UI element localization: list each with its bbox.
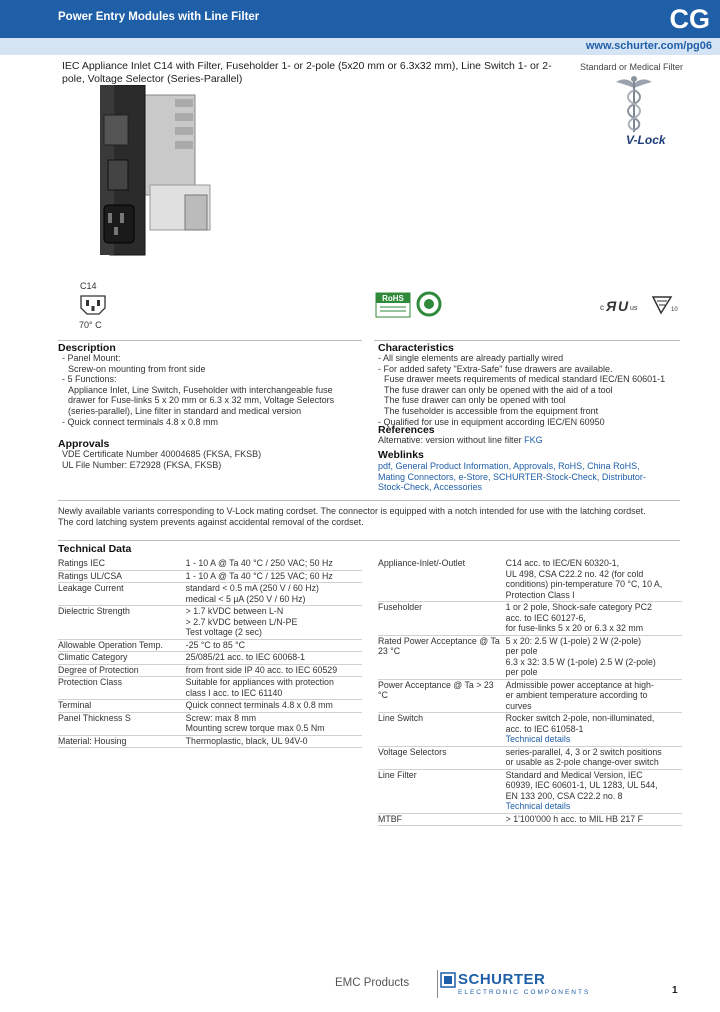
tech-value-line: > 2.7 kVDC between L/N-PE xyxy=(185,616,298,627)
tech-row xyxy=(378,558,682,602)
tech-key: Rated Power Acceptance @ Ta 23 °C xyxy=(378,635,506,679)
product-image xyxy=(90,85,220,265)
footer-section: EMC Products xyxy=(335,977,410,989)
notice-line: Newly available variants corresponding to V-Lock mating cordset. The connector is equipped with a notch intended for use with the latching cordset. xyxy=(58,506,646,516)
tech-value-line: 60939, IEC 60601-1, UL 1283, UL 544, xyxy=(505,780,658,790)
characteristic-line: - For added safety "Extra-Safe" fuse drawers are available. xyxy=(378,363,613,374)
tech-row xyxy=(58,735,362,748)
svg-text:RoHS: RoHS xyxy=(382,294,404,303)
tech-value-line: conditions) pin-temperature 70 °C, 10 A, xyxy=(505,579,663,589)
tech-row xyxy=(378,769,682,813)
tech-key: MTBF xyxy=(378,813,506,826)
tech-value xyxy=(506,635,682,679)
tech-value-line: from front side IP 40 acc. to IEC 60529 xyxy=(185,664,338,675)
tech-value-line: 1 - 10 A @ Ta 40 °C / 125 VAC; 60 Hz xyxy=(185,570,333,581)
characteristics-list xyxy=(378,353,682,427)
approval-line: VDE Certificate Number 40004685 (FKSA, FKSB) xyxy=(62,449,262,459)
brand-subtitle: ELECTRONIC COMPONENTS xyxy=(458,989,591,996)
tech-value-line: Rocker switch 2-pole, non-illuminated, xyxy=(505,713,655,723)
inlet-temp: 70° C xyxy=(79,320,102,330)
vlock-notice xyxy=(58,506,688,527)
technical-details-link[interactable]: Technical details xyxy=(505,734,571,744)
characteristics-heading: Characteristics xyxy=(378,342,454,354)
tech-key: Terminal xyxy=(58,700,186,713)
characteristic-line: The fuse drawer can only be opened with tool xyxy=(384,395,566,406)
description-line: drawer for Fuse-links 5 x 20 mm or 6.3 x 32 mm, Voltage Selectors xyxy=(68,395,335,406)
svg-text:Я: Я xyxy=(606,298,617,314)
tech-value-line: 6.3 x 32: 3.5 W (1-pole) 2.5 W (2-pole) xyxy=(505,656,656,667)
footer-divider xyxy=(437,970,438,998)
tech-key: Leakage Current xyxy=(58,583,186,606)
description-list xyxy=(62,353,362,427)
tech-value xyxy=(186,570,362,583)
tech-value xyxy=(186,652,362,665)
tech-row xyxy=(378,679,682,713)
notice-line: The cord latching system prevents against accidental removal of the cordset. xyxy=(58,516,364,527)
weblinks-heading: Weblinks xyxy=(378,449,424,461)
tech-value xyxy=(506,602,682,636)
caduceus-icon xyxy=(612,74,656,134)
tech-value-line: class I acc. to IEC 61140 xyxy=(185,687,283,698)
tech-row xyxy=(58,570,362,583)
references-heading: References xyxy=(378,424,435,436)
tech-value xyxy=(186,639,362,652)
tech-value-line: > 1.7 kVDC between L-N xyxy=(185,606,284,616)
tech-table-left xyxy=(58,558,362,748)
tech-value xyxy=(186,712,362,735)
technical-details-link[interactable]: Technical details xyxy=(505,801,571,811)
tech-row xyxy=(58,652,362,665)
references-text xyxy=(378,435,543,446)
description-line: Screw-on mounting from front side xyxy=(68,363,206,374)
tech-value-line: Admissible power acceptance at high- xyxy=(505,679,654,690)
references-label: Alternative: version without line filter xyxy=(378,435,525,445)
svg-text:U: U xyxy=(618,298,629,314)
tech-value xyxy=(506,558,682,602)
characteristic-line: Fuse drawer meets requirements of medical standard IEC/EN 60601-1 xyxy=(384,374,666,385)
tech-value xyxy=(186,606,362,640)
url-bar xyxy=(0,38,720,55)
tech-row xyxy=(58,583,362,606)
tech-value-line: Mounting screw torque max 0.5 Nm xyxy=(185,723,325,733)
product-code: CG xyxy=(669,4,710,34)
tech-value-line: Test voltage (2 sec) xyxy=(185,627,262,637)
tech-value-line: EN 133 200, CSA C22.2 no. 8 xyxy=(505,790,623,801)
tech-key: Ratings IEC xyxy=(58,558,186,570)
tech-value-line: Quick connect terminals 4.8 x 0.8 mm xyxy=(185,700,333,710)
tech-value xyxy=(506,713,682,747)
tech-value-line: Protection Class I xyxy=(505,589,575,600)
tech-value-line: series-parallel, 4, 3 or 2 switch positions xyxy=(505,746,662,757)
tech-value xyxy=(186,664,362,677)
vde-icon xyxy=(649,293,679,317)
fkg-link[interactable]: FKG xyxy=(524,435,543,445)
tech-value-line: 1 - 10 A @ Ta 40 °C / 250 VAC; 50 Hz xyxy=(185,558,333,568)
tech-key: Material: Housing xyxy=(58,735,186,748)
weblink-line[interactable]: pdf, General Product Information, Approvals, RoHS, China RoHS, xyxy=(378,461,640,471)
divider xyxy=(374,340,680,341)
tech-value-line: medical < 5 µA (250 V / 60 Hz) xyxy=(185,593,306,604)
tech-table-right xyxy=(378,558,682,826)
tech-key: Dielectric Strength xyxy=(58,606,186,640)
tech-key: Ratings UL/CSA xyxy=(58,570,186,583)
tech-row xyxy=(378,746,682,769)
tech-value-line: Thermoplastic, black, UL 94V-0 xyxy=(185,735,308,746)
tech-value-line: er ambient temperature according to xyxy=(505,690,648,700)
svg-text:10: 10 xyxy=(671,307,678,313)
tech-value-line: 1 or 2 pole, Shock-safe category PC2 xyxy=(505,602,652,612)
description-line: - 5 Functions: xyxy=(62,374,117,385)
divider xyxy=(58,340,362,341)
svg-text:c: c xyxy=(600,303,604,312)
characteristic-line: The fuseholder is accessible from the equipment front xyxy=(384,405,599,416)
tech-value-line: -25 °C to 85 °C xyxy=(185,639,246,650)
tech-value xyxy=(506,746,682,769)
tech-key: Line Switch xyxy=(378,713,506,747)
tech-value-line: 25/085/21 acc. to IEC 60068-1 xyxy=(185,652,306,662)
tech-row xyxy=(378,713,682,747)
inlet-label: C14 xyxy=(80,281,97,291)
description-line: - Quick connect terminals 4.8 x 0.8 mm xyxy=(62,416,219,427)
product-url-link[interactable]: www.schurter.com/pg06 xyxy=(585,40,712,52)
tech-value-line: per pole xyxy=(505,646,538,656)
tech-key: Fuseholder xyxy=(378,602,506,636)
tech-value-line: Screw: max 8 mm xyxy=(185,712,257,723)
tech-row xyxy=(58,677,362,700)
tech-key: Protection Class xyxy=(58,677,186,700)
iec-c14-inlet-icon xyxy=(79,294,107,316)
divider xyxy=(58,500,680,501)
tech-value-line: 5 x 20: 2.5 W (1-pole) 2 W (2-pole) xyxy=(505,635,642,646)
tech-value-line: C14 acc. to IEC/EN 60320-1, xyxy=(505,558,620,568)
tech-row xyxy=(58,639,362,652)
weblink-line[interactable]: Stock-Check, Accessories xyxy=(378,482,483,493)
ul-recognized-icon xyxy=(598,296,638,316)
tech-value-line: acc. to IEC 60127-6, xyxy=(505,612,586,623)
product-headline: IEC Appliance Inlet C14 with Filter, Fuseholder 1- or 2-pole (5x20 mm or 6.3x32 mm), Line Switch 1- or 2-pole, Voltage Selector (Series-Parallel) xyxy=(62,60,552,85)
tech-row xyxy=(58,664,362,677)
tech-heading: Technical Data xyxy=(58,543,132,555)
tech-value xyxy=(186,677,362,700)
rohs-icon xyxy=(375,292,411,318)
description-line: - Panel Mount: xyxy=(62,353,121,363)
characteristic-line: - All single elements are already partially wired xyxy=(378,353,564,363)
tech-key: Degree of Protection xyxy=(58,664,186,677)
weblink-line[interactable]: Mating Connectors, e-Store, SCHURTER-Stock-Check, Distributor- xyxy=(378,471,646,482)
approvals-list xyxy=(62,449,362,470)
description-heading: Description xyxy=(58,342,116,354)
weblinks-list xyxy=(378,461,682,493)
tech-value xyxy=(506,813,682,826)
approvals-heading: Approvals xyxy=(58,438,110,450)
tech-value xyxy=(506,679,682,713)
tech-key: Appliance-Inlet/-Outlet xyxy=(378,558,506,602)
description-line: (series-parallel), Line filter in standard and medical version xyxy=(68,405,302,416)
tech-value-line: for fuse-links 5 x 20 or 6.3 x 32 mm xyxy=(505,623,644,633)
tech-key: Line Filter xyxy=(378,769,506,813)
approval-line: UL File Number: E72928 (FKSA, FKSB) xyxy=(62,459,222,470)
page-number: 1 xyxy=(672,985,678,996)
tech-key: Climatic Category xyxy=(58,652,186,665)
tech-row xyxy=(378,635,682,679)
tech-row xyxy=(58,606,362,640)
tech-value-line: or usable as 2-pole change-over switch xyxy=(505,757,659,767)
tech-value-line: curves xyxy=(505,700,532,711)
tech-value xyxy=(186,700,362,713)
characteristic-line: - Qualified for use in equipment according IEC/EN 60950 xyxy=(378,416,605,427)
description-line: Appliance Inlet, Line Switch, Fuseholder with interchangeable fuse xyxy=(68,384,333,395)
tech-value-line: standard < 0.5 mA (250 V / 60 Hz) xyxy=(185,583,319,593)
characteristic-line: The fuse drawer can only be opened with the aid of a tool xyxy=(384,384,613,395)
tech-value-line: > 1'100'000 h acc. to MIL HB 217 F xyxy=(505,813,643,824)
tech-row xyxy=(58,712,362,735)
standard-medical-label: Standard or Medical Filter xyxy=(580,62,684,72)
tech-key: Panel Thickness S xyxy=(58,712,186,735)
schurter-logo-icon xyxy=(440,972,456,988)
tech-key: Power Acceptance @ Ta > 23 °C xyxy=(378,679,506,713)
vlock-logo: V-Lock xyxy=(626,133,666,147)
header-bar xyxy=(0,0,720,38)
tech-value xyxy=(186,558,362,570)
tech-row xyxy=(378,602,682,636)
svg-text:us: us xyxy=(630,305,638,312)
tech-row xyxy=(58,558,362,570)
tech-key: Voltage Selectors xyxy=(378,746,506,769)
tech-value-line: acc. to IEC 61058-1 xyxy=(505,723,584,734)
divider xyxy=(58,540,680,541)
tech-row xyxy=(378,813,682,826)
header-title: Power Entry Modules with Line Filter xyxy=(58,11,260,23)
tech-value xyxy=(186,735,362,748)
china-rohs-icon xyxy=(416,291,442,317)
tech-value-line: Suitable for appliances with protection xyxy=(185,677,334,687)
tech-row xyxy=(58,700,362,713)
brand-name: SCHURTER xyxy=(458,971,546,988)
tech-value-line: Standard and Medical Version, IEC xyxy=(505,769,643,780)
tech-value-line: per pole xyxy=(505,667,538,677)
tech-value xyxy=(506,769,682,813)
tech-key: Allowable Operation Temp. xyxy=(58,639,186,652)
tech-value-line: UL 498, CSA C22.2 no. 42 (for cold xyxy=(505,568,644,579)
tech-value xyxy=(186,583,362,606)
